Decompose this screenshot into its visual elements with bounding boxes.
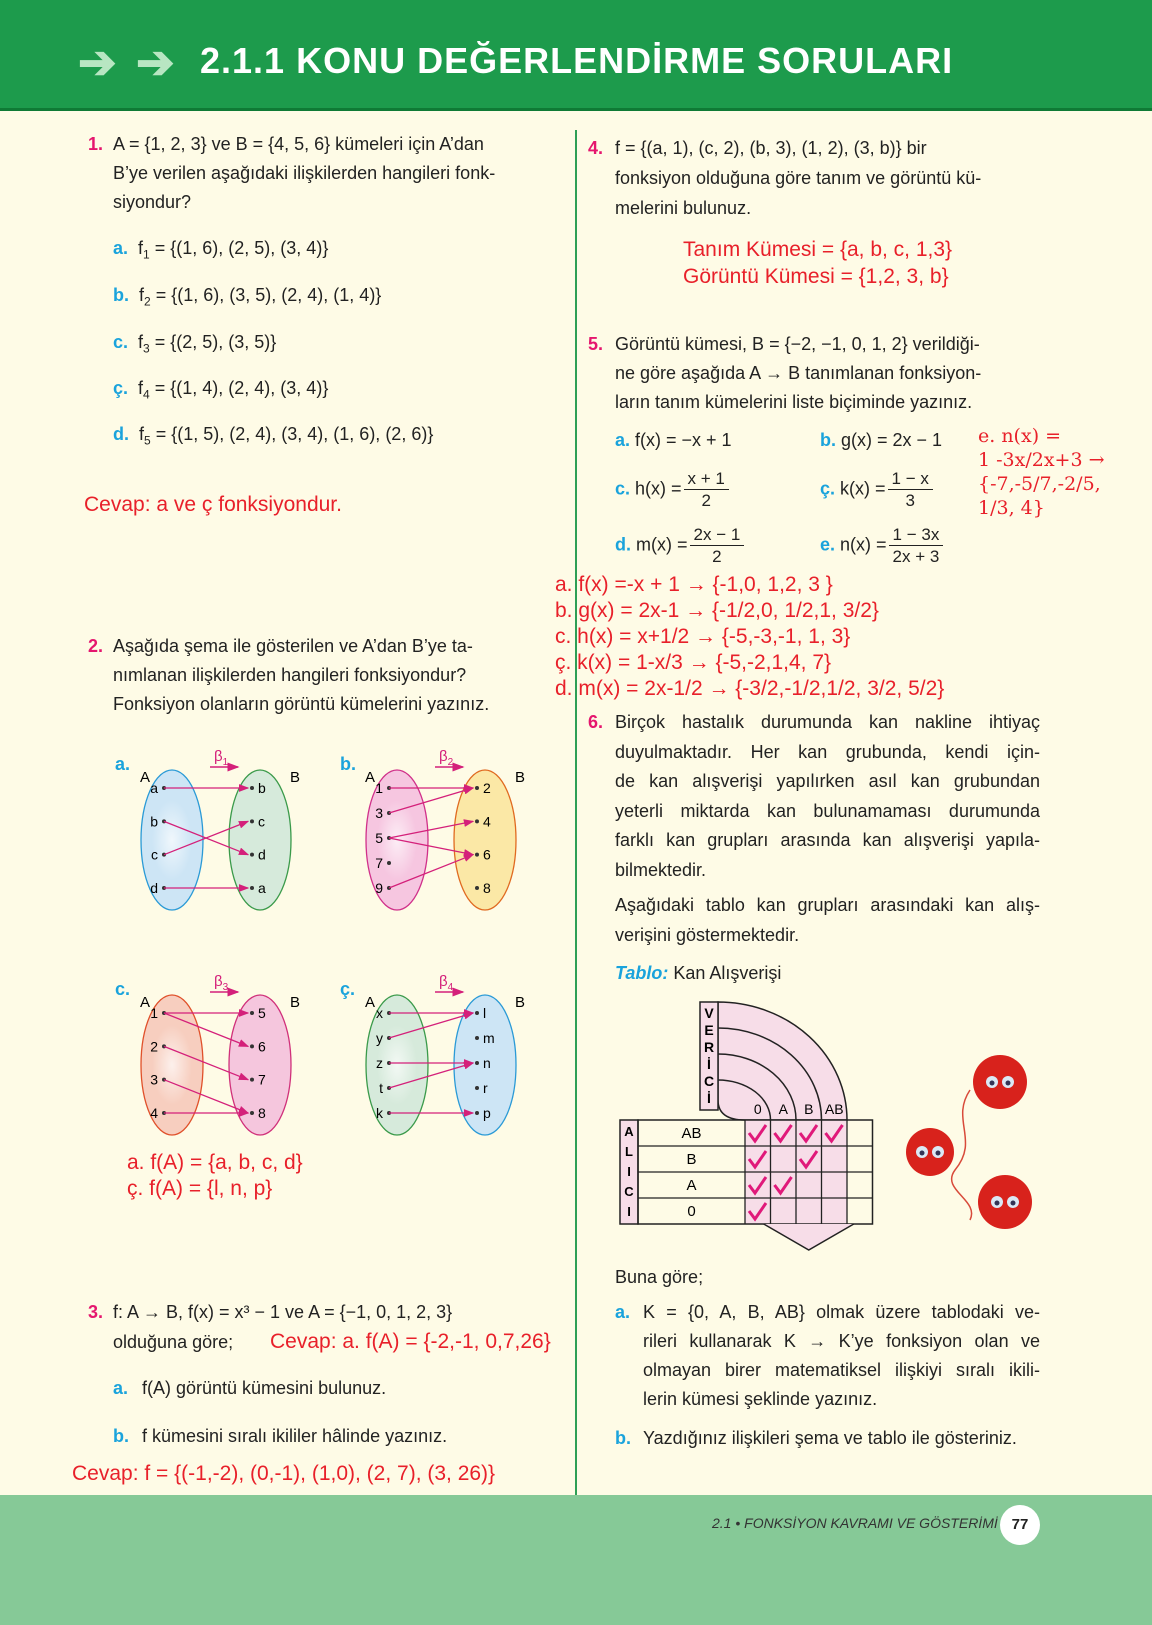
set-b-label: B: [290, 994, 301, 1011]
set-element: y: [376, 1030, 383, 1046]
item-label: a.: [615, 430, 631, 450]
set-element: k: [376, 1105, 383, 1121]
item-label: a.: [615, 1302, 631, 1322]
section-title: 2.1 • FONKSİYON KAVRAMI VE GÖSTERİMİ: [712, 1515, 998, 1531]
set-element: 3: [150, 1071, 158, 1088]
question-text: A = {1, 2, 3} ve B = {4, 5, 6} kümeleri için A’dan: [113, 134, 484, 154]
relation-name: [439, 748, 454, 768]
recipient-letter: I: [627, 1164, 631, 1179]
set-element: b: [150, 813, 158, 830]
answer-text: c. h(x) = x+1/2 → {-5,-3,-1, 1, 3}: [555, 625, 851, 648]
set-element: 4: [483, 813, 491, 830]
item-text: f kümesini sıralı ikililer hâlinde yazınız.: [142, 1426, 448, 1446]
set-element: d: [258, 846, 266, 863]
fraction: [888, 468, 933, 511]
table-pointer: [764, 1224, 854, 1250]
blood-drop-character-icon: [906, 1128, 954, 1176]
function-name: f: [139, 285, 145, 305]
answer-text: e. n(x) =: [978, 425, 1062, 447]
question-text: f: A → B, f(x) = x³ − 1 ve A = {−1, 0, 1, 2, 3}: [113, 1302, 453, 1322]
diagram-0: [115, 748, 300, 910]
element-dot: [250, 853, 254, 857]
function-name: f: [138, 332, 144, 352]
item-text: m(x) =: [636, 534, 688, 555]
item-text: olmayan birer matematiksel ilişkiyi sıralı ikili-: [643, 1360, 1040, 1380]
row-header: A: [686, 1177, 697, 1194]
element-dot: [475, 886, 479, 890]
element-dot: [475, 1061, 479, 1065]
set-element: c: [151, 846, 158, 863]
subscript: 5: [144, 433, 151, 448]
item-set: = {(1, 6), (2, 5), (3, 4)}: [154, 238, 329, 258]
question-text: Fonksiyon olanların görüntü kümelerini yazınız.: [113, 694, 490, 714]
item-label: b.: [113, 1426, 129, 1446]
item-text: Yazdığınız ilişkileri şema ve tablo ile gösteriniz.: [643, 1428, 1017, 1448]
function-cc: [820, 468, 933, 511]
item-text: rileri kullanarak K → K’ye fonksiyon olan ve: [643, 1331, 1040, 1351]
question-text: Buna göre;: [615, 1267, 704, 1287]
element-dot: [250, 1011, 254, 1015]
relation-diagrams: [0, 0, 580, 1160]
numerator: x + 1: [684, 468, 729, 490]
question-text: siyondur?: [113, 192, 192, 212]
donor-letter: İ: [707, 1056, 711, 1072]
set-element: m: [483, 1030, 495, 1046]
diagram-label: b.: [340, 754, 356, 774]
set-element: c: [258, 813, 265, 830]
subscript: 2: [447, 757, 454, 768]
question-text: nımlanan ilişkilerden hangileri fonksiyondur?: [113, 665, 467, 685]
item-set: = {(2, 5), (3, 5)}: [154, 332, 277, 352]
answer-text: 1/3, 4}: [978, 497, 1045, 519]
denominator: 2x + 3: [892, 547, 940, 566]
set-element: p: [483, 1105, 491, 1121]
question-text: ların tanım kümelerini liste biçiminde yazınız.: [615, 392, 973, 412]
item-set: = {(1, 6), (3, 5), (2, 4), (1, 4)}: [155, 285, 382, 305]
beta: β: [214, 973, 223, 990]
set-element: 1: [150, 1005, 158, 1021]
relation-name: [214, 973, 229, 993]
item-label: d.: [113, 424, 129, 444]
question-text: verişini göstermektedir.: [615, 924, 800, 945]
function-d: [615, 524, 744, 567]
donor-letter: İ: [707, 1090, 711, 1106]
numerator: 1 − 3x: [889, 524, 944, 546]
question-text: de kan alışverişi yapılırken asıl kan grubundan: [615, 771, 1040, 791]
question-text: fonksiyon olduğuna göre tanım ve görüntü kü-: [615, 168, 982, 188]
answer-text: b. g(x) = 2x-1 → {-1/2,0, 1/2,1, 3/2}: [555, 599, 879, 622]
numerator: 2x − 1: [690, 524, 745, 546]
element-dot: [250, 1111, 254, 1115]
item-label: b.: [820, 430, 836, 450]
item-label: c.: [615, 478, 631, 499]
set-a-label: A: [365, 769, 376, 786]
function-name: f: [138, 378, 144, 398]
subscript: 4: [143, 387, 150, 402]
set-element: 8: [258, 1105, 266, 1121]
item-label: e.: [820, 534, 836, 555]
table-title: Kan Alışverişi: [673, 963, 782, 983]
set-a-label: A: [140, 994, 151, 1011]
element-dot: [387, 861, 391, 865]
element-dot: [250, 886, 254, 890]
table-caption: [615, 958, 781, 988]
ellipse-highlight: [152, 800, 192, 880]
function-c: [615, 468, 729, 511]
set-element: a: [150, 780, 158, 796]
row-header: AB: [681, 1125, 702, 1142]
set-element: 2: [483, 780, 491, 796]
set-a-label: A: [365, 994, 376, 1011]
element-dot: [475, 786, 479, 790]
element-dot: [250, 819, 254, 823]
row-header: 0: [687, 1203, 696, 1220]
question-text: Aşağıdaki tablo kan grupları arasındaki kan alış-: [615, 895, 1040, 915]
element-dot: [475, 819, 479, 823]
question-text: farklı kan grupları arasında kan alışverişi yapıla-: [615, 830, 1040, 850]
column-header: 0: [753, 1101, 762, 1117]
recipient-letter: A: [624, 1124, 634, 1139]
set-element: z: [376, 1055, 383, 1071]
set-element: a: [258, 880, 266, 896]
set-element: 1: [375, 780, 383, 796]
relation-name: [214, 748, 229, 768]
question-text: yeterli miktarda kan bulunamaması durumunda: [615, 800, 1040, 821]
set-element: t: [379, 1080, 383, 1096]
recipient-letter: I: [627, 1204, 631, 1219]
iv-tube: [952, 1090, 972, 1220]
question-text: Görüntü kümesi, B = {−2, −1, 0, 1, 2} verildiği-: [615, 334, 980, 354]
fraction: [690, 524, 745, 567]
subscript: 2: [144, 294, 151, 309]
item-text: k(x) =: [840, 478, 886, 499]
item-label: b.: [615, 1428, 631, 1448]
answer-text: a. f(A) = {a, b, c, d}: [127, 1151, 303, 1174]
item-text: lerin kümesi şeklinde yazınız.: [643, 1389, 878, 1409]
set-element: 6: [258, 1038, 266, 1055]
function-b: [820, 425, 942, 455]
item-text: f(x) = −x + 1: [635, 430, 732, 450]
column-header: AB: [824, 1101, 844, 1117]
blood-drop-character-icon: [978, 1175, 1032, 1229]
answer-text: {-7,-5/7,-2/5,: [978, 473, 1101, 495]
item-set: = {(1, 5), (2, 4), (3, 4), (1, 6), (2, 6)}: [155, 424, 434, 444]
subscript: 1: [143, 247, 150, 262]
donor-letter: V: [704, 1005, 714, 1021]
item-label: ç.: [820, 478, 836, 499]
set-element: 3: [375, 805, 383, 821]
answer-text: Görüntü Kümesi = {1,2, 3, b}: [683, 265, 949, 288]
question-number: 3.: [88, 1302, 104, 1322]
set-element: 5: [375, 830, 383, 846]
question-text: duyulmaktadır. Her kan grubunda, kendi için-: [615, 741, 1040, 762]
set-element: x: [376, 1005, 383, 1021]
element-dot: [250, 1078, 254, 1082]
answer-text: ç. f(A) = {l, n, p}: [127, 1177, 273, 1200]
row-header: B: [686, 1151, 697, 1168]
function-name: f: [139, 424, 145, 444]
set-b-label: B: [290, 769, 301, 786]
denominator: 3: [905, 491, 915, 510]
blood-drop-character-icon: [973, 1055, 1027, 1109]
item-label: a.: [113, 1378, 129, 1398]
set-element: r: [483, 1080, 488, 1096]
set-a-label: A: [140, 769, 151, 786]
diagram-2: [115, 973, 300, 1135]
set-b-label: B: [515, 769, 526, 786]
item-text: n(x) =: [840, 534, 887, 555]
diagram-label: c.: [115, 979, 131, 999]
question-number: 2.: [88, 636, 104, 656]
answer-text: Tanım Kümesi = {a, b, c, 1,3}: [683, 238, 953, 261]
arrow-right-icon: ➔: [78, 36, 117, 88]
ellipse-highlight: [152, 1025, 192, 1105]
blood-exchange-table: [600, 990, 1100, 1260]
item-text: K = {0, A, B, AB} olmak üzere tablodaki ve-: [643, 1302, 1040, 1322]
set-element: 5: [258, 1005, 266, 1021]
set-element: d: [150, 880, 158, 896]
item-label: a.: [113, 238, 129, 258]
donor-letter: R: [703, 1039, 715, 1055]
set-b-label: B: [515, 994, 526, 1011]
relation-name: [439, 973, 454, 993]
function-e: [820, 524, 943, 567]
element-dot: [475, 1011, 479, 1015]
set-element: 4: [150, 1105, 158, 1121]
page-number: 77: [1000, 1505, 1040, 1545]
answer-text: 1 -3x/2x+3 →: [978, 449, 1105, 471]
donor-letter: C: [703, 1073, 715, 1089]
table-label: Tablo:: [615, 963, 669, 983]
set-element: n: [483, 1055, 491, 1071]
function-a: [615, 425, 732, 455]
column-header: A: [778, 1101, 788, 1117]
item-label: b.: [113, 285, 129, 305]
diagram-label: a.: [115, 754, 131, 774]
set-element: 6: [483, 846, 491, 863]
ellipse-highlight: [377, 1025, 417, 1105]
set-element: l: [483, 1005, 487, 1021]
denominator: 2: [712, 547, 722, 566]
question-number: 6.: [588, 712, 604, 732]
set-element: 8: [483, 880, 491, 896]
recipient-letter: L: [625, 1144, 633, 1159]
numerator: 1 − x: [888, 468, 933, 490]
item-label: d.: [615, 534, 631, 555]
denominator: 2: [701, 491, 711, 510]
question-text: B’ye verilen aşağıdaki ilişkilerden hangileri fonk-: [113, 163, 496, 183]
donor-letter: E: [704, 1022, 714, 1038]
question-text: melerini bulunuz.: [615, 198, 752, 218]
answer-text: a. f(x) =-x + 1 → {-1,0, 1,2, 3 }: [555, 573, 833, 596]
question-number: 1.: [88, 134, 104, 154]
question-text: f = {(a, 1), (c, 2), (b, 3), (1, 2), (3, b)} bir: [615, 138, 927, 158]
answer-text: ç. k(x) = 1-x/3 → {-5,-2,1,4, 7}: [555, 651, 832, 674]
element-dot: [475, 853, 479, 857]
page-title: 2.1.1 KONU DEĞERLENDİRME SORULARI: [200, 40, 954, 81]
set-element: b: [258, 780, 266, 796]
diagram-1: [340, 748, 525, 910]
beta: β: [439, 973, 448, 990]
element-dot: [475, 1111, 479, 1115]
diagram-label: ç.: [340, 979, 356, 999]
element-dot: [250, 786, 254, 790]
fraction: [889, 524, 944, 567]
item-text: h(x) =: [635, 478, 682, 499]
set-element: 7: [375, 855, 383, 871]
question-text: olduğuna göre;: [113, 1332, 234, 1352]
column-header: B: [804, 1101, 814, 1117]
element-dot: [475, 1036, 479, 1040]
subscript: 3: [143, 341, 150, 356]
page-footer: [0, 1495, 1152, 1625]
answer-text: d. m(x) = 2x-1/2 → {-3/2,-1/2,1/2, 3/2, 5/2}: [555, 677, 945, 700]
fraction: [684, 468, 729, 511]
beta: β: [439, 748, 448, 765]
set-element: 7: [258, 1071, 266, 1088]
question-text: ne göre aşağıda A → B tanımlanan fonksiyon-: [615, 363, 982, 383]
item-set: = {(1, 4), (2, 4), (3, 4)}: [154, 378, 329, 398]
subscript: 4: [447, 982, 454, 993]
item-text: f(A) görüntü kümesini bulunuz.: [142, 1378, 387, 1398]
answer-text: Cevap: a ve ç fonksiyondur.: [84, 493, 342, 516]
element-dot: [250, 1044, 254, 1048]
answer-text: Cevap: f = {(-1,-2), (0,-1), (1,0), (2, 7), (3, 26)}: [72, 1462, 496, 1485]
element-dot: [475, 1086, 479, 1090]
item-text: g(x) = 2x − 1: [841, 430, 943, 450]
subscript: 3: [222, 982, 229, 993]
recipient-letter: C: [624, 1184, 634, 1199]
subscript: 1: [222, 757, 229, 768]
answer-text: Cevap: a. f(A) = {-2,-1, 0,7,26}: [270, 1330, 551, 1353]
set-element: 9: [375, 880, 383, 896]
question-text: Birçok hastalık durumunda kan nakline ihtiyaç: [615, 712, 1040, 732]
arrow-right-icon: ➔: [136, 36, 175, 88]
question-text: Aşağıda şema ile gösterilen ve A’dan B’ye ta-: [113, 636, 473, 656]
beta: β: [214, 748, 223, 765]
diagram-3: [340, 973, 525, 1135]
question-number: 4.: [588, 138, 604, 158]
question-number: 5.: [588, 334, 604, 354]
item-label: c.: [113, 332, 129, 352]
item-label: ç.: [113, 378, 129, 398]
function-name: f: [138, 238, 144, 258]
question-text: bilmektedir.: [615, 859, 707, 880]
set-element: 2: [150, 1038, 158, 1055]
